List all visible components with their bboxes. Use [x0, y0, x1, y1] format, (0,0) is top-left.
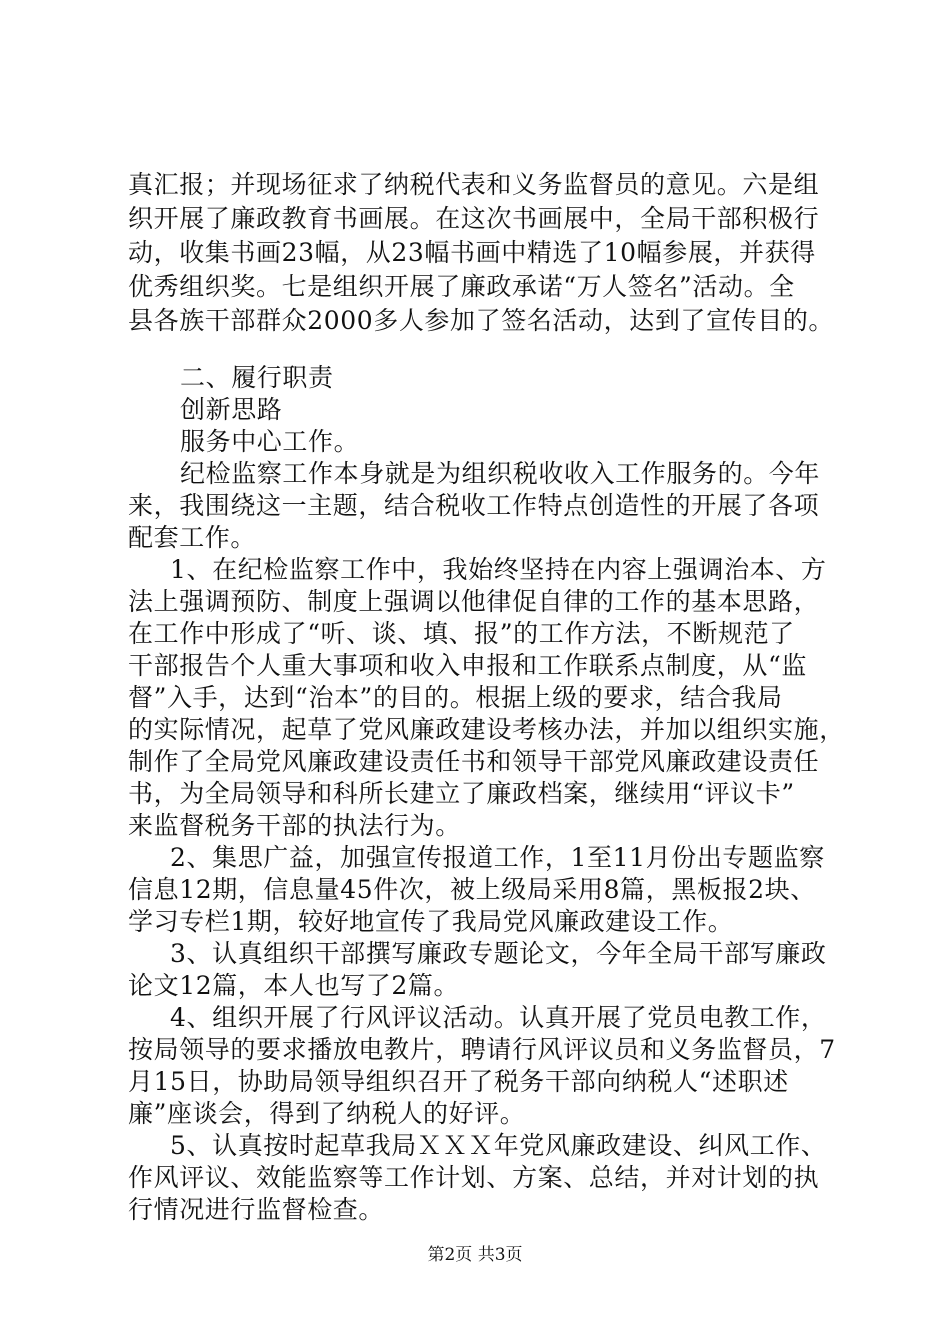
- text-line: 5、认真按时起草我局ＸＸＸ年党风廉政建设、纠风工作、: [170, 1131, 827, 1160]
- text-line: 论文12篇，本人也写了2篇。: [128, 971, 460, 1000]
- text-line: 织开展了廉政教育书画展。在这次书画展中，全局干部积极行: [128, 204, 820, 233]
- text-line: 来监督税务干部的执法行为。: [128, 811, 461, 840]
- text-line: 2、集思广益，加强宣传报道工作，1至11月份出专题监察: [170, 843, 825, 872]
- text-line: 1、在纪检监察工作中，我始终坚持在内容上强调治本、方: [170, 555, 827, 584]
- text-line: 制作了全局党风廉政建设责任书和领导干部党风廉政建设责任: [128, 747, 820, 776]
- text-line: 月15日，协助局领导组织召开了税务干部向纳税人“述职述: [128, 1067, 789, 1096]
- text-line: 来，我围绕这一主题，结合税收工作特点创造性的开展了各项: [128, 491, 820, 520]
- text-line: 按局领导的要求播放电教片，聘请行风评议员和义务监督员，7: [128, 1035, 836, 1064]
- text-line: 4、组织开展了行风评议活动。认真开展了党员电教工作，: [170, 1003, 827, 1032]
- text-line: 纪检监察工作本身就是为组织税收收入工作服务的。今年: [180, 459, 821, 488]
- text-line: 廉”座谈会，得到了纳税人的好评。: [128, 1099, 526, 1128]
- text-line: 县各族干部群众2000多人参加了签名活动，达到了宣传目的。: [128, 306, 835, 335]
- text-line: 书，为全局领导和科所长建立了廉政档案，继续用“评议卡”: [128, 779, 795, 808]
- text-line: 学习专栏1期，较好地宣传了我局党风廉政建设工作。: [128, 907, 734, 936]
- text-line: 督”入手，达到“治本”的目的。根据上级的要求，结合我局: [128, 683, 783, 712]
- text-line: 配套工作。: [128, 523, 257, 552]
- page-footer: 第2页 共3页: [427, 1245, 523, 1265]
- text-line: 在工作中形成了“听、谈、填、报”的工作方法，不断规范了: [128, 619, 795, 648]
- section-heading: 二、履行职责: [180, 363, 334, 392]
- text-line: 作风评议、效能监察等工作计划、方案、总结，并对计划的执: [128, 1163, 820, 1192]
- text-line: 法上强调预防、制度上强调以他律促自律的工作的基本思路，: [128, 587, 820, 616]
- text-line: 优秀组织奖。七是组织开展了廉政承诺“万人签名”活动。全: [128, 272, 795, 301]
- section-subheading: 服务中心工作。: [180, 427, 360, 456]
- text-line: 信息12期，信息量45件次，被上级局采用8篇，黑板报2块、: [128, 875, 816, 904]
- text-line: 行情况进行监督检查。: [128, 1195, 385, 1224]
- text-line: 3、认真组织干部撰写廉政专题论文，今年全局干部写廉政: [170, 939, 827, 968]
- text-line: 动，收集书画23幅，从23幅书画中精选了10幅参展，并获得: [128, 238, 816, 267]
- text-line: 的实际情况，起草了党风廉政建设考核办法，并加以组织实施，: [128, 715, 845, 744]
- section-subheading: 创新思路: [180, 395, 283, 424]
- text-line: 干部报告个人重大事项和收入申报和工作联系点制度，从“监: [128, 651, 807, 680]
- text-line: 真汇报；并现场征求了纳税代表和义务监督员的意见。六是组: [128, 170, 820, 199]
